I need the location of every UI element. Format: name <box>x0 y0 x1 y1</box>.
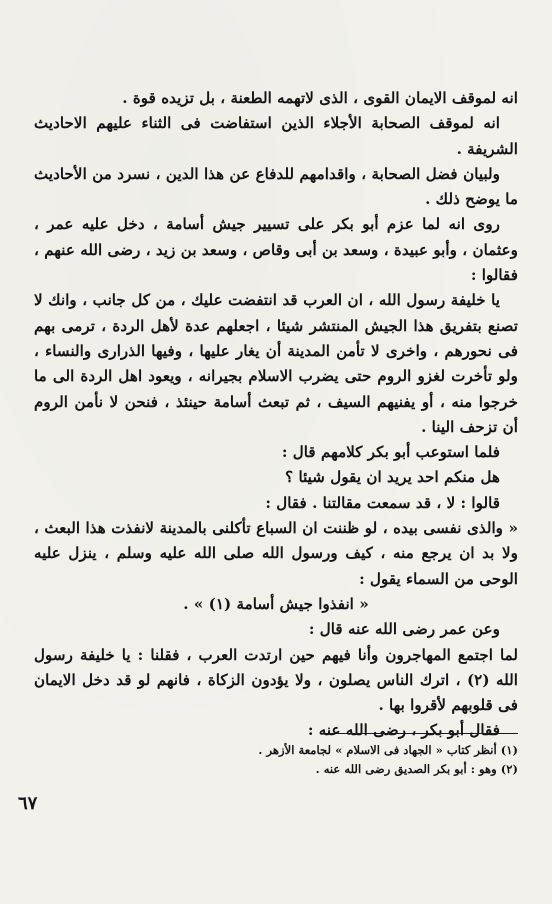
paragraph: فلما استوعب أبو بكر كلامهم قال : <box>281 443 500 462</box>
paragraph: روى انه لما عزم أبو بكر على تسيير جيش أسامة ، دخل عليه عمر ، وعثمان ، وأبو عبيدة ، وسعد بن أبى وقاص ، وسعد بن زيد ، رضى الله عنهم ، فقالوا : <box>34 215 518 285</box>
body-text <box>34 86 518 744</box>
footnote-divider <box>322 733 518 734</box>
paragraph: قالوا : لا ، قد سمعت مقالتنا . فقال : <box>265 493 500 512</box>
paragraph: فقال أبو بكر ، رضى الله عنه : <box>307 721 500 740</box>
paragraph: انه لموقف الايمان القوى ، الذى لاتهمه الطعنة ، بل تزيده قوة . <box>122 89 518 107</box>
footnote: (٢) وهو : أبو بكر الصديق رضى الله عنه . <box>315 762 518 776</box>
paragraph: لما اجتمع المهاجرون وأنا فيهم حين ارتدت العرب ، فقلنا : يا خليفة رسول الله (٢) ، اترك الناس يصلون ، ولا يؤدون الزكاة ، فانهم لو قد دخل الايمان فى قلوبهم لأقروا بها . <box>34 645 518 715</box>
paragraph: انه لموقف الصحابة الأجلاء الذين استفاضت فى الثناء عليهم الاحاديث الشريفة . <box>34 114 518 158</box>
paragraph: « والذى نفسى بيده ، لو ظننت ان السباع تأكلنى بالمدينة لانفذت هذا البعث ، ولا بد ان يرجع منه ، كيف ورسول الله صلى الله عليه وسلم ، ينزل عليه الوحى من السماء يقول : <box>34 519 518 588</box>
footnotes <box>34 741 518 779</box>
paragraph: ولبيان فضل الصحابة ، واقدامهم للدفاع عن هذا الدين ، نسرد من الأحاديث ما يوضح ذلك . <box>34 164 518 209</box>
footnote: (١) أنظر كتاب « الجهاد فى الاسلام » لجامعة الأزهر . <box>258 743 518 757</box>
paragraph: وعن عمر رضى الله عنه قال : <box>308 620 500 639</box>
paragraph: يا خليفة رسول الله ، ان العرب قد انتفضت عليك ، من كل جانب ، وانك لا تصنع بتفريق هذا الجيش المنتشر شيئا ، اجعلهم عدة لأهل الردة ، ترمى بهم فى نحورهم ، واخرى لا تأمن المدينة أن يغار عليها ، وفيها الذرارى والنساء ، ولو تأخرت لغزو الروم حتى يضرب الاسلام بجيرانه ، ويعود اهل الردة الى ما خرجوا منه ، أو يفنيهم السيف ، ثم تبعث أسامة حينئذ ، فنحن لا نأمن الروم أن تزحف الينا . <box>34 291 518 436</box>
quote-line: « انفذوا جيش أسامة (١) » . <box>183 594 369 613</box>
paragraph: هل منكم احد يريد ان يقول شيئا ؟ <box>285 468 500 487</box>
page-number: ٦٧ <box>18 793 38 814</box>
